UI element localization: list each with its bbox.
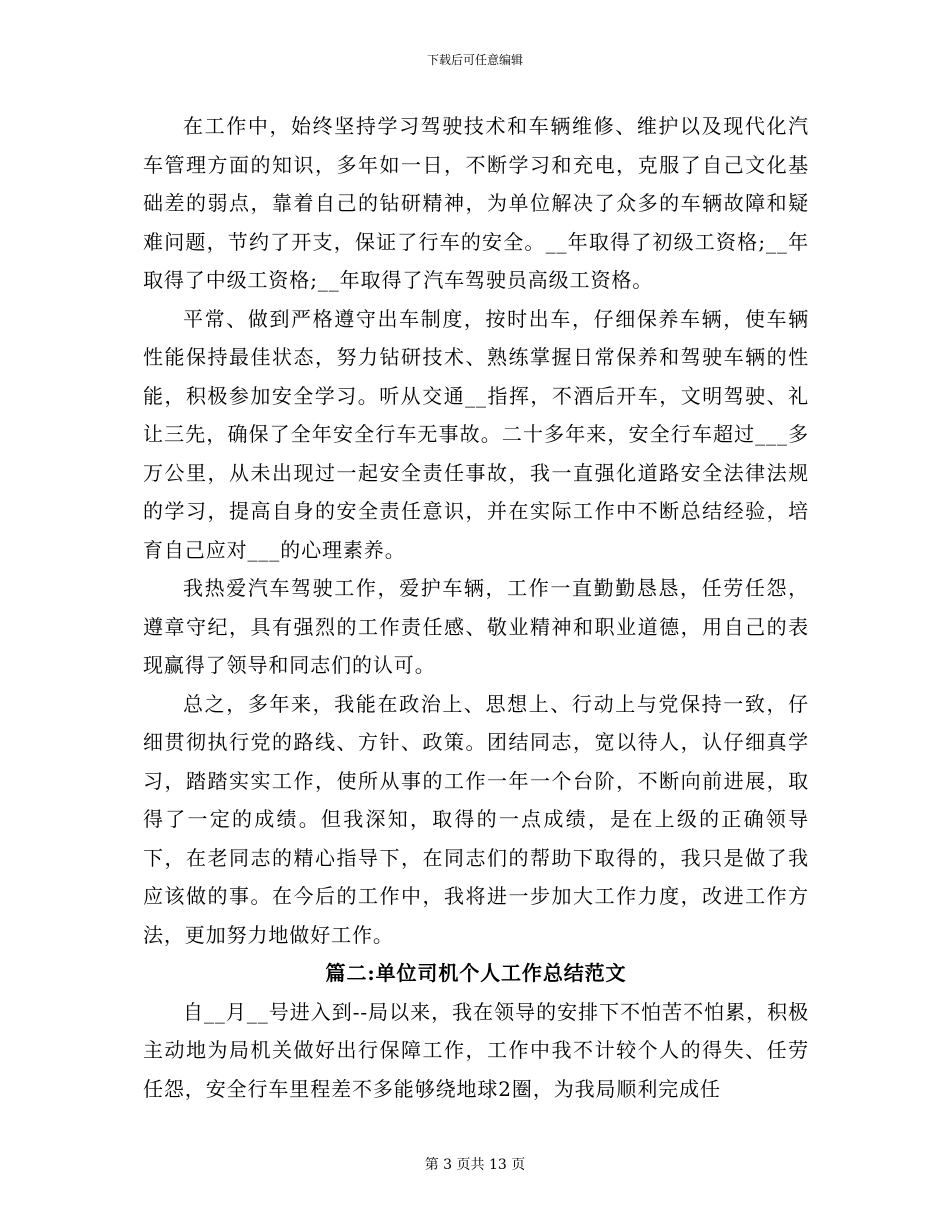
body-paragraph: 自__月__号进入到--局以来，我在领导的安排下不怕苦不怕累，积极主动地为局机关做好出行保障工作，工作中我不计较个人的得失、任劳任怨，安全行车里程差不多能够绕地球2圈，为我局顺利完成任 bbox=[143, 999, 809, 1101]
body-paragraph: 我热爱汽车驾驶工作，爱护车辆，工作一直勤勤恳恳，任劳任怨，遵章守纪，具有强烈的工作责任感、敬业精神和职业道德，用自己的表现赢得了领导和同志们的认可。 bbox=[143, 576, 809, 677]
body-paragraph: 在工作中，始终坚持学习驾驶技术和车辆维修、维护以及现代化汽车管理方面的知识，多年如一日，不断学习和充电，克服了自己文化基础差的弱点，靠着自己的钻研精神，为单位解决了众多的车辆故障和疑难问题，节约了开支，保证了行车的安全。__年取得了初级工资格;__年取得了中级工资格;__年取得了汽车驾驶员高级工资格。 bbox=[143, 114, 809, 292]
page-footer: 第 3 页共 13 页 bbox=[424, 1157, 526, 1173]
body-paragraph: 平常、做到严格遵守出车制度，按时出车，仔细保养车辆，使车辆性能保持最佳状态，努力钻研技术、熟练掌握日常保养和驾驶车辆的性能，积极参加安全学习。听从交通__指挥，不酒后开车，文明驾驶、礼让三先，确保了全年安全行车无事故。二十多年来，安全行车超过___多万公里，从未出现过一起安全责任事故，我一直强化道路安全法律法规的学习，提高自身的安全责任意识，并在实际工作中不断总结经验，培育自己应对___的心理素养。 bbox=[143, 306, 809, 562]
page-header: 下载后可任意编辑 bbox=[426, 53, 523, 67]
document-body bbox=[143, 107, 809, 1108]
section-title: 篇二:单位司机个人工作总结范文 bbox=[325, 961, 627, 985]
body-paragraph: 总之，多年来，我能在政治上、思想上、行动上与党保持一致，仔细贯彻执行党的路线、方针、政策。团结同志，宽以待人，认仔细真学习，踏踏实实工作，使所从事的工作一年一个台阶，不断向前进展，取得了一定的成绩。但我深知，取得的一点成绩，是在上级的正确领导下，在老同志的精心指导下，在同志们的帮助下取得的，我只是做了我应该做的事。在今后的工作中，我将进一步加大工作力度，改进工作方法，更加努力地做好工作。 bbox=[143, 691, 809, 947]
